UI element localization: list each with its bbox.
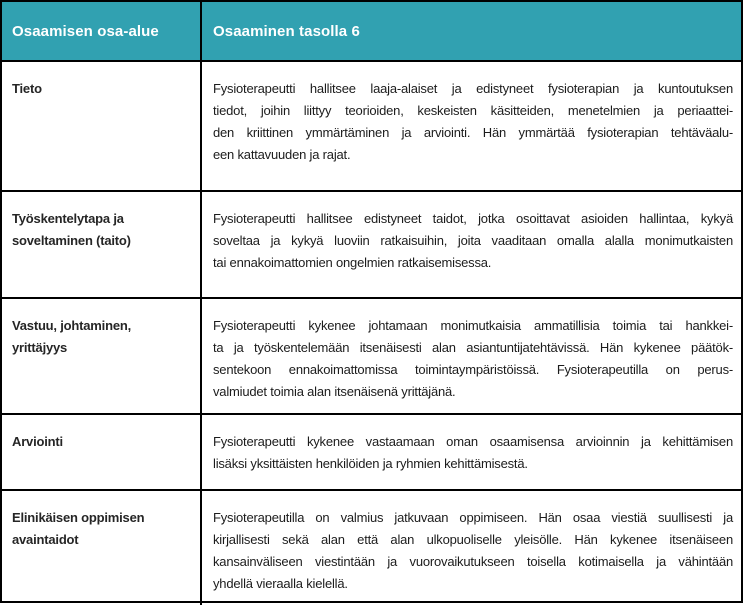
table-row-tieto [2, 60, 741, 190]
table-row-vastuu [2, 297, 741, 413]
table-header-row [2, 2, 741, 60]
row-description-vastuu: Fysioterapeutti kykenee johtamaan monimutkaisia ammatillisia toimia tai hankkei- ta ja työskentelemään itsenäisesti alan asiantuntijatehtävissä. Hän kykenee päätök- sentekoon ennakoimattomissa toimintaympäristöissä. Fysioterapeutilla on perus- valmiudet toimia alan itsenäisenä yrittäjänä. [213, 318, 733, 399]
column-header-competence-area-label: Osaamisen osa-alue [12, 22, 159, 40]
table-row-tyoskentelytapa [2, 190, 741, 297]
row-label-vastuu: Vastuu, johtaminen, yrittäjyys [2, 299, 202, 413]
row-label-tieto: Tieto [2, 62, 202, 190]
row-label-elinikainen-oppiminen: Elinikäisen oppimisen avaintaidot [2, 491, 202, 605]
row-description-tieto: Fysioterapeutti hallitsee laaja-alaiset ja edistyneet fysioterapian ja kuntoutuksen tiedot, joihin liittyy teorioiden, keskeisten käsitteiden, menetelmien ja periaattei- den kriittinen ymmärtäminen ja arviointi. Hän ymmärtää fysioterapian tehtäväalu- een kattavuuden ja rajat. [213, 81, 733, 162]
row-description-arviointi: Fysioterapeutti kykenee vastaamaan oman osaamisensa arvioinnin ja kehittämisen lisäksi yksittäisten henkilöiden ja ryhmien kehittämisestä. [213, 434, 733, 471]
table-row-elinikainen-oppiminen [2, 489, 741, 605]
row-label-arviointi: Arviointi [2, 415, 202, 489]
row-description-tyoskentelytapa: Fysioterapeutti hallitsee edistyneet taidot, jotka osoittavat asioiden hallintaa, kykyä soveltaa ja kykyä luoviin ratkaisuihin, joita vaaditaan omalla alalla monimutkaisten tai ennakoimattomien ongelmien ratkaisemisessa. [213, 211, 733, 270]
row-description-elinikainen-oppiminen: Fysioterapeutilla on valmius jatkuvaan oppimiseen. Hän osaa viestiä suullisesti ja kirjallisesti sekä alan että alan ulkopuoliselle yleisölle. Hän kykenee itsenäiseen kansainväliseen viestintään ja vuorovaikutukseen toisella kotimaisella ja vähintään yhdellä vieraalla kielellä. [213, 510, 733, 591]
column-header-level-6-label: Osaaminen tasolla 6 [213, 22, 360, 40]
row-label-tyoskentelytapa: Työskentelytapa ja soveltaminen (taito) [2, 192, 202, 297]
table-row-arviointi [2, 413, 741, 489]
column-header-level-6 [202, 2, 741, 60]
column-header-competence-area [2, 2, 202, 60]
